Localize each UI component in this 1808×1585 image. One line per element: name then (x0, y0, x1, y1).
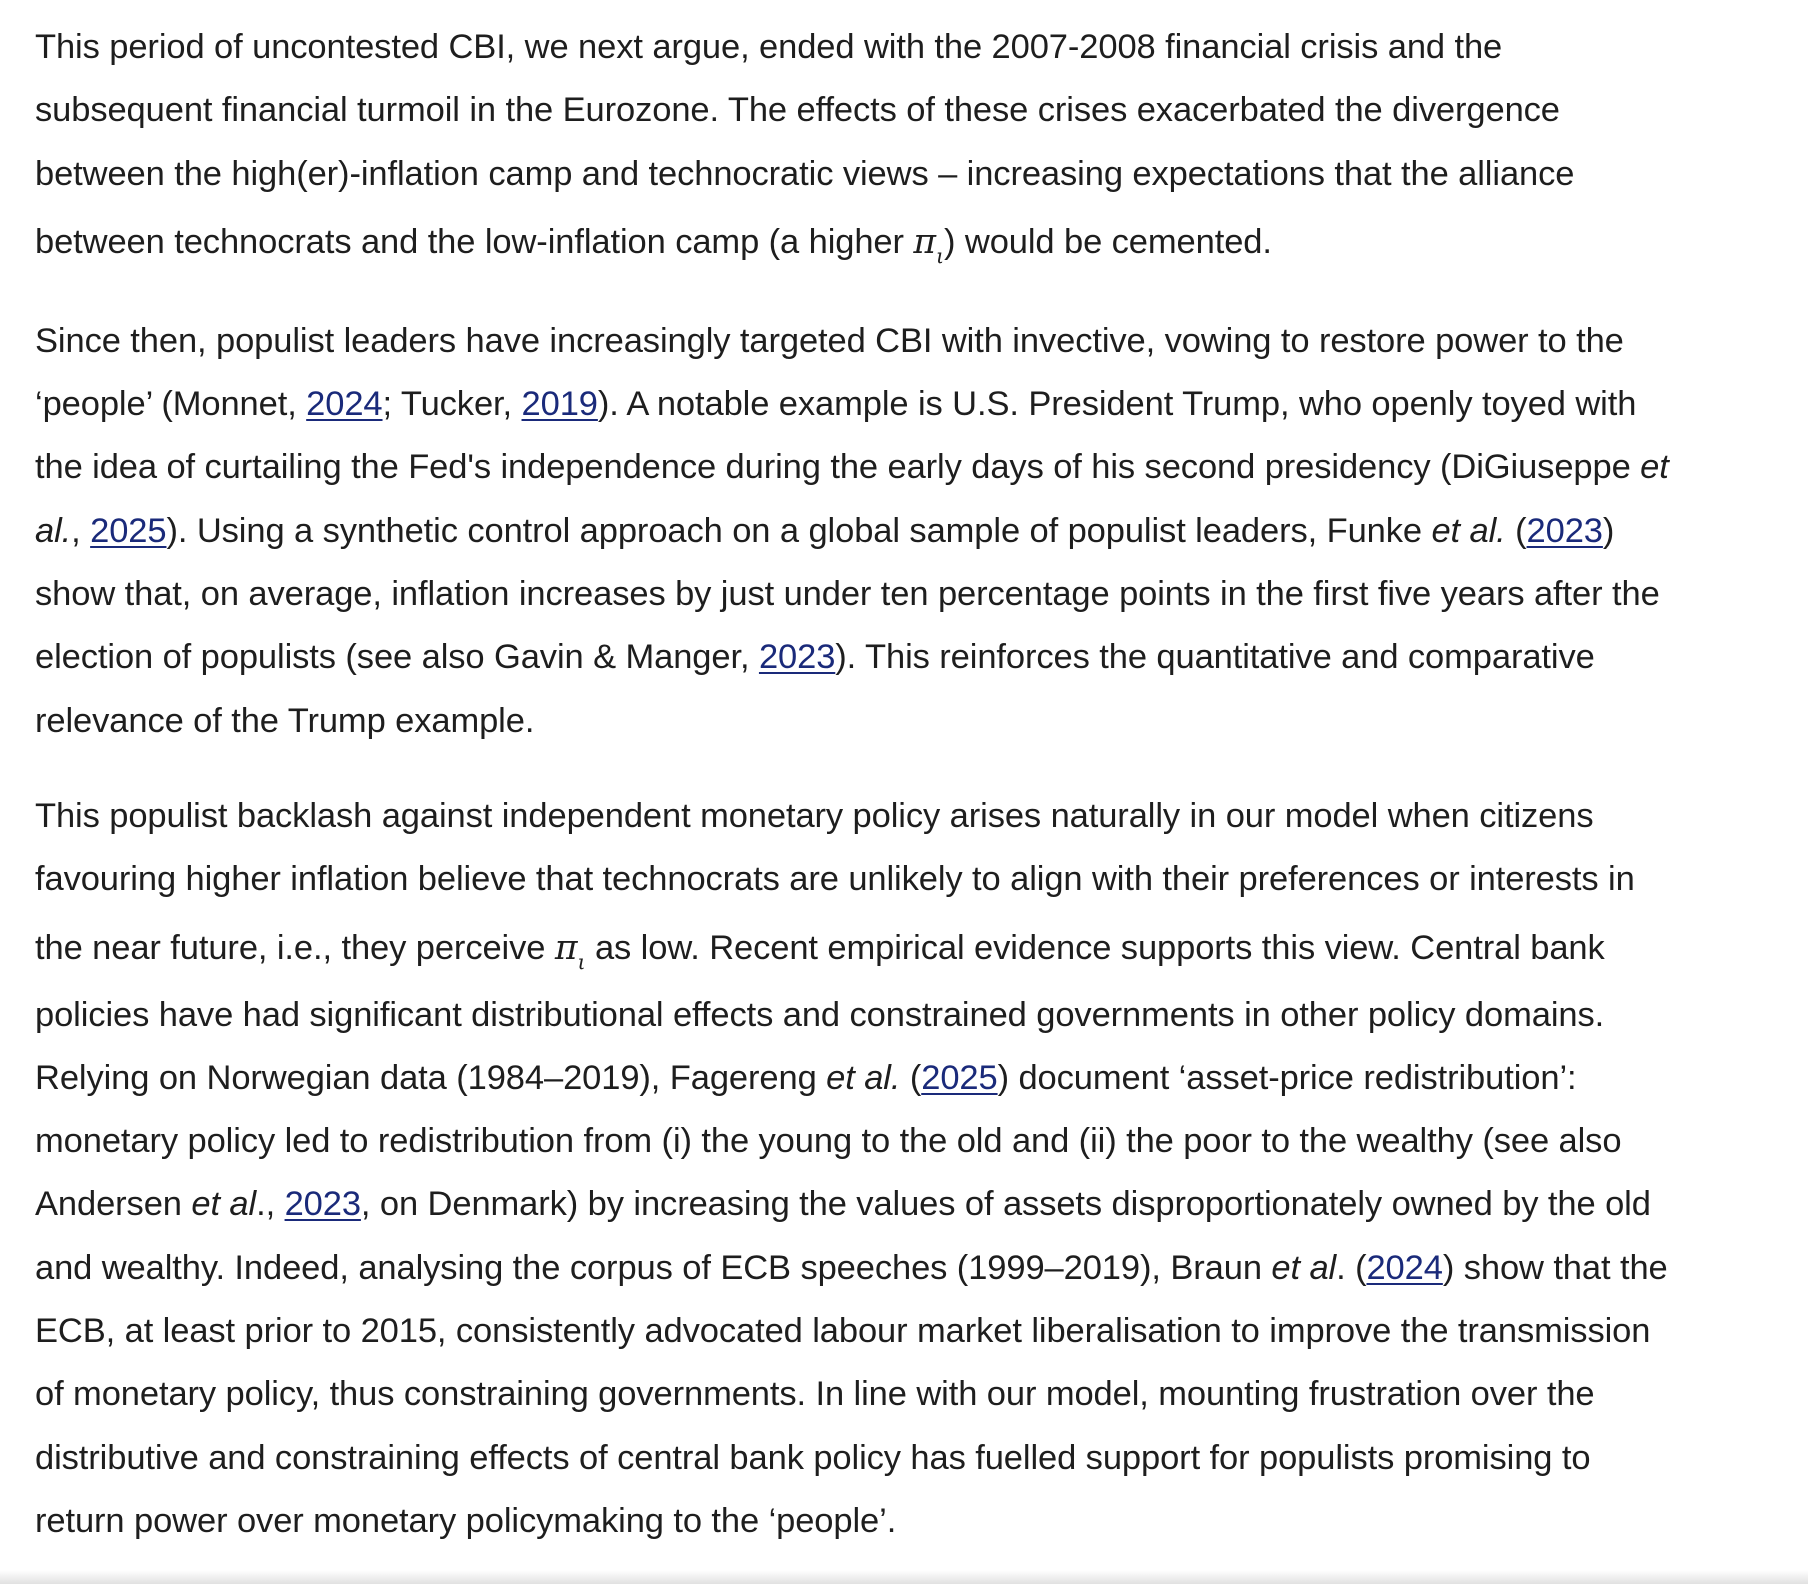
citation-link-monnet[interactable]: 2024 (306, 385, 383, 424)
text-line: monetary policy led to redistribution from (i) the young to the old and (ii) the poor to the wealthy (see also (35, 1122, 1622, 1161)
text-run: ). A notable example is U.S. President Trump, who openly toyed with (597, 385, 1637, 424)
text-run: ( (1505, 511, 1527, 550)
iota-subscript: ι (577, 949, 586, 974)
text-line: return power over monetary policymaking to the ‘people’. (35, 1501, 897, 1540)
text-line: subsequent financial turmoil in the Eurozone. The effects of these crises exacerbated the divergence (35, 91, 1560, 130)
paragraph-3 (35, 785, 1795, 1553)
text-line: distributive and constraining effects of central bank policy has fuelled support for populists promising to (35, 1438, 1591, 1477)
bottom-fade (0, 1570, 1808, 1584)
text-run: ., (256, 1185, 285, 1224)
text-line (35, 500, 1795, 563)
text-line: This populist backlash against independent monetary policy arises naturally in our model when citizens (35, 796, 1594, 835)
text-line (35, 912, 1795, 984)
pi-iota-symbol (913, 221, 944, 268)
italic-text: et al (191, 1185, 257, 1224)
text-line (35, 436, 1795, 499)
text-run: election of populists (see also Gavin & Manger, (35, 638, 759, 677)
text-run: ‘people’ (Monnet, (35, 385, 307, 424)
citation-link-funke[interactable]: 2023 (1526, 511, 1603, 550)
text-run: Relying on Norwegian data (1984–2019), Fagereng (35, 1058, 827, 1097)
text-run: ) show that the (1442, 1248, 1668, 1287)
italic-text: et al (1271, 1248, 1337, 1287)
paragraph-1 (35, 16, 1795, 278)
paragraph-2 (35, 310, 1795, 753)
text-line: between the high(er)-inflation camp and technocratic views – increasing expectations that the alliance (35, 154, 1575, 193)
italic-text: al. (35, 511, 72, 550)
citation-link-fagereng[interactable]: 2025 (921, 1058, 998, 1097)
text-line: policies have had significant distributional effects and constrained governments in other policy domains. (35, 995, 1605, 1034)
citation-link-gavin-manger[interactable]: 2023 (758, 638, 836, 677)
article-body (35, 16, 1795, 1585)
text-run: , on Denmark) by increasing the values of assets disproportionately owned by the old (360, 1185, 1651, 1224)
citation-link-andersen[interactable]: 2023 (284, 1185, 361, 1224)
text-run: ). This reinforces the quantitative and comparative (835, 638, 1595, 677)
pi-symbol: π (554, 927, 578, 968)
text-run: ) (1602, 511, 1615, 550)
text-line (35, 373, 1795, 436)
text-line: This period of uncontested CBI, we next argue, ended with the 2007-2008 financial crisis and the (35, 28, 1503, 66)
text-line: Since then, populist leaders have increasingly targeted CBI with invective, vowing to restore power to the (35, 321, 1624, 360)
text-line: favouring higher inflation believe that technocrats are unlikely to align with their preferences or interests in (35, 860, 1635, 899)
text-line (35, 626, 1795, 689)
text-run: ) document ‘asset-price redistribution’: (997, 1058, 1577, 1097)
text-line: ECB, at least prior to 2015, consistently advocated labour market liberalisation to improve the transmission (35, 1312, 1651, 1351)
text-line: of monetary policy, thus constraining governments. In line with our model, mounting frustration over the (35, 1375, 1595, 1414)
citation-link-tucker[interactable]: 2019 (521, 385, 598, 424)
text-line: show that, on average, inflation increases by just under ten percentage points in the first five years after the (35, 575, 1660, 614)
text-run: Andersen (35, 1185, 192, 1224)
text-run: , (71, 511, 91, 550)
text-line (35, 1173, 1795, 1236)
text-run: as low. Recent empirical evidence supports this view. Central bank (585, 928, 1605, 967)
text-run: ( (900, 1058, 922, 1097)
text-line (35, 1237, 1795, 1300)
text-run: between technocrats and the low-inflation camp (a higher (35, 222, 914, 261)
text-line (35, 1047, 1795, 1110)
iota-subscript: ι (935, 243, 944, 268)
text-run: ; Tucker, (382, 385, 522, 424)
italic-text: et (1640, 448, 1669, 487)
citation-link-braun[interactable]: 2024 (1366, 1248, 1443, 1287)
text-line (35, 206, 1795, 278)
italic-text: et al. (1431, 511, 1506, 550)
text-run: ). Using a synthetic control approach on a global sample of populist leaders, Funke (166, 511, 1432, 550)
text-run: the near future, i.e., they perceive (35, 928, 555, 967)
pi-iota-symbol (554, 927, 586, 974)
italic-text: et al. (826, 1058, 901, 1097)
text-run: and wealthy. Indeed, analysing the corpus of ECB speeches (1999–2019), Braun (35, 1248, 1272, 1287)
citation-link-digiuseppe[interactable]: 2025 (90, 511, 167, 550)
pi-symbol: π (913, 221, 936, 262)
text-run: the idea of curtailing the Fed's independence during the early days of his second presidency (DiGiuseppe (35, 448, 1641, 487)
text-run: ) would be cemented. (944, 222, 1272, 261)
text-line: relevance of the Trump example. (35, 701, 535, 740)
text-run: . ( (1336, 1248, 1367, 1287)
